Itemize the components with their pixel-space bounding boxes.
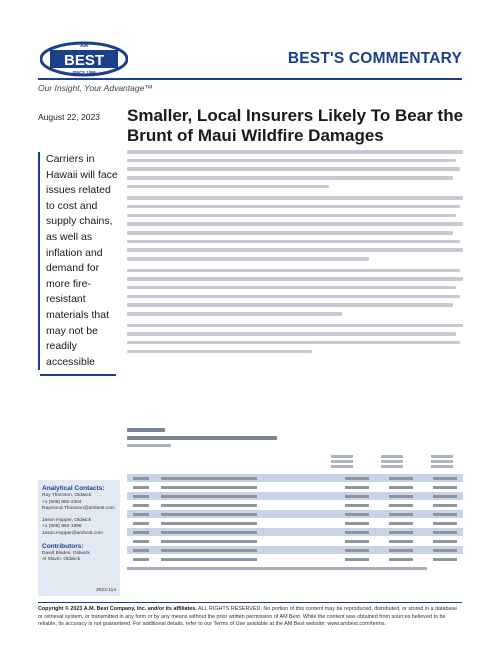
footer-divider bbox=[38, 602, 462, 603]
copyright-line: Copyright © 2023 A.M. Best Company, Inc. and/or its affiliates. bbox=[38, 606, 197, 612]
contact-name: Ray Thomson, Oldwick bbox=[42, 493, 92, 498]
table-row bbox=[127, 501, 463, 509]
table-row bbox=[127, 474, 463, 482]
pull-quote-text: Carriers in Hawaii will face issues related to cost and supply chains, as well as inflation and demand for more fire-resistant materials that may not be readily accessible bbox=[46, 153, 118, 368]
exhibit-table-blurred bbox=[127, 428, 463, 574]
pull-quote bbox=[38, 152, 122, 370]
table-row bbox=[127, 546, 463, 554]
text-line bbox=[127, 159, 456, 163]
table-row bbox=[127, 519, 463, 527]
text-line bbox=[127, 324, 463, 328]
body-paragraph bbox=[127, 324, 463, 354]
contributor-name: David Blades, Oldwick bbox=[42, 550, 90, 556]
text-line bbox=[127, 185, 329, 189]
contacts-box bbox=[38, 480, 120, 596]
publication-date: August 22, 2023 bbox=[38, 112, 100, 122]
contact-phone: +1 (908) 882-2304 bbox=[42, 499, 82, 505]
exhibit-header bbox=[127, 455, 463, 469]
logo-top-text: AM bbox=[80, 43, 88, 49]
contributor-name: Al Slavin, Oldwick bbox=[42, 557, 81, 563]
am-best-logo bbox=[40, 40, 128, 78]
text-line bbox=[127, 222, 463, 226]
table-row bbox=[127, 510, 463, 518]
text-line bbox=[127, 150, 463, 154]
logo-graphic bbox=[40, 40, 128, 78]
contact-email[interactable]: Raymond.Thomson@ambest.com bbox=[42, 506, 115, 512]
contributors-heading: Contributors: bbox=[42, 542, 84, 550]
text-line bbox=[127, 277, 463, 281]
exhibit-subtitle bbox=[127, 444, 171, 447]
text-line bbox=[127, 257, 369, 261]
exhibit-rows bbox=[127, 474, 463, 563]
contact-phone: +1 (908) 882-1896 bbox=[42, 524, 82, 530]
table-row bbox=[127, 483, 463, 491]
pull-quote-rule bbox=[40, 374, 116, 376]
text-line bbox=[127, 205, 460, 209]
body-paragraph bbox=[127, 269, 463, 316]
body-paragraph bbox=[127, 150, 463, 188]
tagline: Our Insight, Your Advantage™ bbox=[38, 83, 153, 93]
text-line bbox=[127, 176, 453, 180]
exhibit-source bbox=[127, 567, 427, 570]
text-line bbox=[127, 295, 460, 299]
text-line bbox=[127, 341, 460, 345]
header-divider bbox=[38, 78, 462, 80]
text-line bbox=[127, 312, 342, 316]
article-body-blurred bbox=[127, 150, 463, 361]
text-line bbox=[127, 332, 456, 336]
text-line bbox=[127, 214, 456, 218]
article-title: Smaller, Local Insurers Likely To Bear the Brunt of Maui Wildfire Damages bbox=[127, 106, 464, 145]
text-line bbox=[127, 350, 312, 354]
rights-text: ALL RIGHTS RESERVED. No portion of this content may be reproduced, distributed, or stored in a database or retrieval system, or transmitted in any form or by any means without the prior written permission of AM Best. While the content was obtained from sources believed to be reliable, its accuracy is not guaranteed. For additional details, refer to our Terms of Use available at the AM Best website: www.ambest.com/terms. bbox=[38, 606, 458, 628]
body-paragraph bbox=[127, 196, 463, 260]
logo-sub-text: SINCE 1899 bbox=[72, 70, 96, 75]
table-row bbox=[127, 528, 463, 536]
table-row bbox=[127, 492, 463, 500]
document-id: 2023-114 bbox=[96, 588, 116, 593]
text-line bbox=[127, 286, 456, 290]
table-row bbox=[127, 537, 463, 545]
text-line bbox=[127, 240, 460, 244]
text-line bbox=[127, 303, 453, 307]
logo-main-text: BEST bbox=[63, 52, 105, 69]
text-line bbox=[127, 231, 453, 235]
publication-title: BEST'S COMMENTARY bbox=[287, 50, 462, 67]
contact-email[interactable]: Jason.Hopper@ambest.com bbox=[42, 530, 103, 536]
contacts-heading: Analytical Contacts: bbox=[42, 485, 105, 492]
text-line bbox=[127, 269, 460, 273]
exhibit-label bbox=[127, 428, 165, 432]
table-row bbox=[127, 555, 463, 563]
copyright-footer bbox=[38, 606, 462, 629]
text-line bbox=[127, 248, 463, 252]
text-line bbox=[127, 167, 460, 171]
exhibit-title bbox=[127, 436, 277, 440]
text-line bbox=[127, 196, 463, 200]
contact-name: Jason Hopper, Oldwick bbox=[42, 517, 92, 523]
